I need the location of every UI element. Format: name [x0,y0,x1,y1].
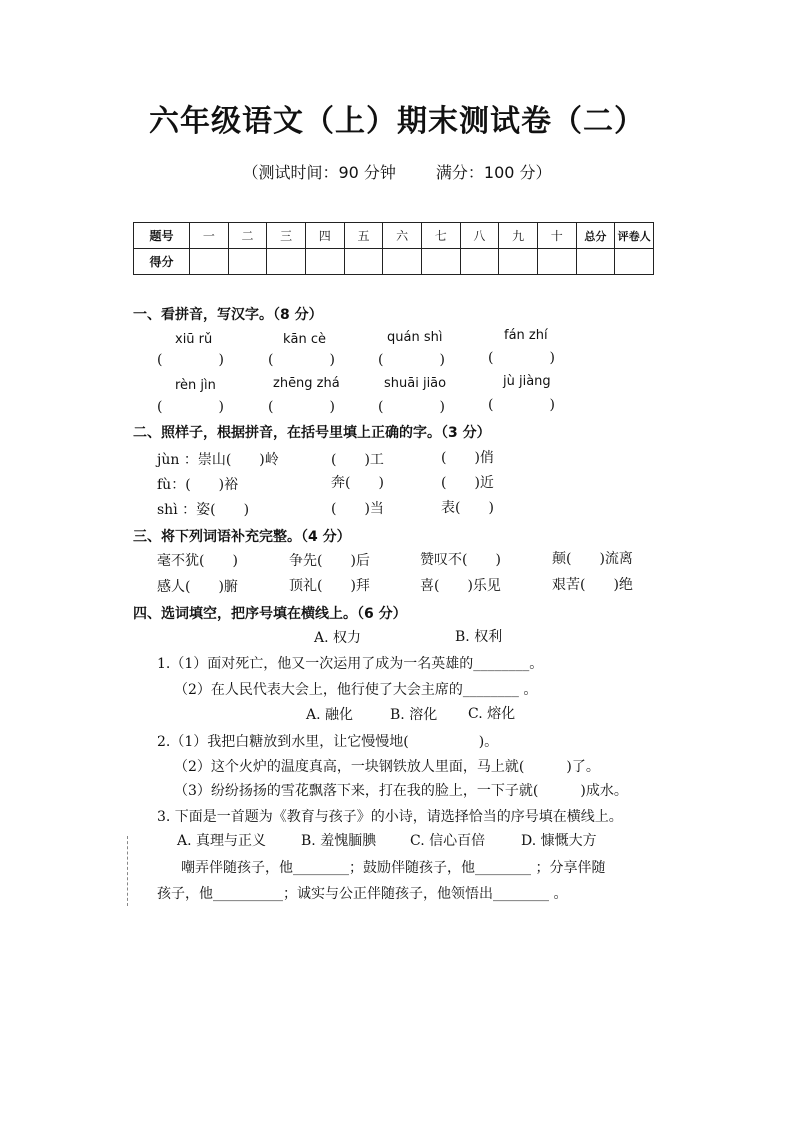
idiom-item[interactable]: 艰苦( )绝 [552,577,633,593]
score-cell: 评卷人 [615,223,654,249]
q2-heading: 二、照样子，根据拼音，在括号里填上正确的字。（3 分） [133,425,491,441]
question-sentence[interactable]: 1.（1）面对死亡，他又一次运用了成为一名英雄的________。 [157,656,544,672]
q2-item[interactable]: 奔( ) [331,475,384,491]
score-table-header-row [134,223,654,249]
q1-heading: 一、看拼音，写汉字。（8 分） [133,307,323,323]
score-input-cell[interactable] [460,249,499,275]
score-input-cell[interactable] [421,249,460,275]
poem-line[interactable]: 孩子，他__________；诚实与公正伴随孩子，他领悟出________ 。 [157,886,568,902]
poem-line[interactable]: 嘲弄伴随孩子，他________；鼓励伴随孩子，他________ ；分享伴随 [181,860,606,876]
q2-item[interactable]: fù：( )裕 [157,477,239,493]
idiom-item[interactable]: 毫不犹( ) [157,553,238,569]
exam-title: 六年级语文（上）期末测试卷（二） [149,104,645,139]
pinyin-item: kān cè [283,332,327,347]
answer-paren[interactable]: ( ) [488,350,555,366]
answer-paren[interactable]: ( ) [488,397,555,413]
answer-paren[interactable]: ( ) [378,352,445,368]
score-cell: 八 [460,223,499,249]
option: A. 融化 [306,707,354,723]
q4-heading: 四、选词填空，把序号填在横线上。（6 分） [133,606,407,622]
option: A. 真理与正义 [177,833,267,849]
idiom-item[interactable]: 赞叹不( ) [420,552,501,568]
option: B. 羞愧腼腆 [301,833,377,849]
idiom-item[interactable]: 感人( )腑 [157,579,238,595]
exam-subtitle [0,160,794,183]
q2-item[interactable]: 表( ) [441,500,494,516]
pinyin-item: zhēng zhá [273,376,340,391]
q2-item[interactable]: ( )近 [441,475,494,491]
score-cell: 四 [305,223,344,249]
score-cell: 十 [537,223,576,249]
score-cell: 一 [190,223,229,249]
answer-paren[interactable]: ( ) [157,399,224,415]
answer-paren[interactable]: ( ) [268,399,335,415]
score-input-cell[interactable] [615,249,654,275]
question-sentence[interactable]: （3）纷纷扬扬的雪花飘落下来，打在我的脸上，一下子就( )成水。 [174,783,628,799]
option: A. 权力 [314,630,362,646]
option: C. 信心百倍 [410,833,486,849]
score-cell: 总分 [576,223,615,249]
pinyin-item: rèn jìn [175,378,216,393]
q2-item[interactable]: ( )当 [331,501,384,517]
q2-item[interactable]: shì ：姿( ) [157,502,250,518]
score-input-cell[interactable] [190,249,229,275]
score-table-score-row [134,249,654,275]
score-input-cell[interactable] [267,249,306,275]
score-cell: 五 [344,223,383,249]
score-input-cell[interactable] [383,249,422,275]
question-sentence: 3. 下面是一首题为《教育与孩子》的小诗，请选择恰当的序号填在横线上。 [157,809,623,825]
score-cell: 三 [267,223,306,249]
option: B. 溶化 [390,707,438,723]
score-cell: 七 [421,223,460,249]
pinyin-item: quán shì [387,330,443,345]
question-sentence[interactable]: （2）这个火炉的温度真高，一块钢铁放人里面，马上就( )了。 [174,759,600,775]
idiom-item[interactable]: 颠( )流离 [552,551,633,567]
q3-heading: 三、将下列词语补充完整。（4 分） [133,529,351,545]
option: D. 慷慨大方 [521,833,597,849]
score-input-cell[interactable] [576,249,615,275]
score-cell: 二 [228,223,267,249]
score-input-cell[interactable] [344,249,383,275]
idiom-item[interactable]: 顶礼( )拜 [289,578,370,594]
score-cell: 六 [383,223,422,249]
pinyin-item: shuāi jiāo [384,376,447,391]
time-limit: （测试时间：90 分钟 [242,163,396,182]
binding-cut-line [127,836,128,906]
full-score: 满分：100 分） [435,163,552,182]
option: B. 权利 [455,629,503,645]
question-sentence[interactable]: 2.（1）我把白糖放到水里，让它慢慢地( )。 [157,734,499,750]
option: C. 熔化 [468,706,516,722]
score-cell: 九 [499,223,538,249]
q2-item[interactable]: ( )工 [331,452,384,468]
score-input-cell[interactable] [537,249,576,275]
answer-paren[interactable]: ( ) [157,352,224,368]
score-input-cell[interactable] [228,249,267,275]
score-input-cell[interactable] [499,249,538,275]
score-input-cell[interactable] [305,249,344,275]
idiom-item[interactable]: 争先( )后 [289,553,370,569]
pinyin-item: fán zhí [504,328,548,343]
score-table [133,222,654,275]
q2-item[interactable]: jùn ：崇山( )岭 [157,452,279,468]
answer-paren[interactable]: ( ) [378,399,445,415]
score-row-label: 得分 [134,249,190,275]
answer-paren[interactable]: ( ) [268,352,335,368]
idiom-item[interactable]: 喜( )乐见 [420,578,501,594]
score-cell: 题号 [134,223,190,249]
question-sentence[interactable]: （2）在人民代表大会上，他行使了大会主席的________ 。 [174,682,538,698]
pinyin-item: xiū rǔ [175,332,213,347]
pinyin-item: jù jiàng [503,374,551,389]
q2-item[interactable]: ( )俏 [441,450,494,466]
